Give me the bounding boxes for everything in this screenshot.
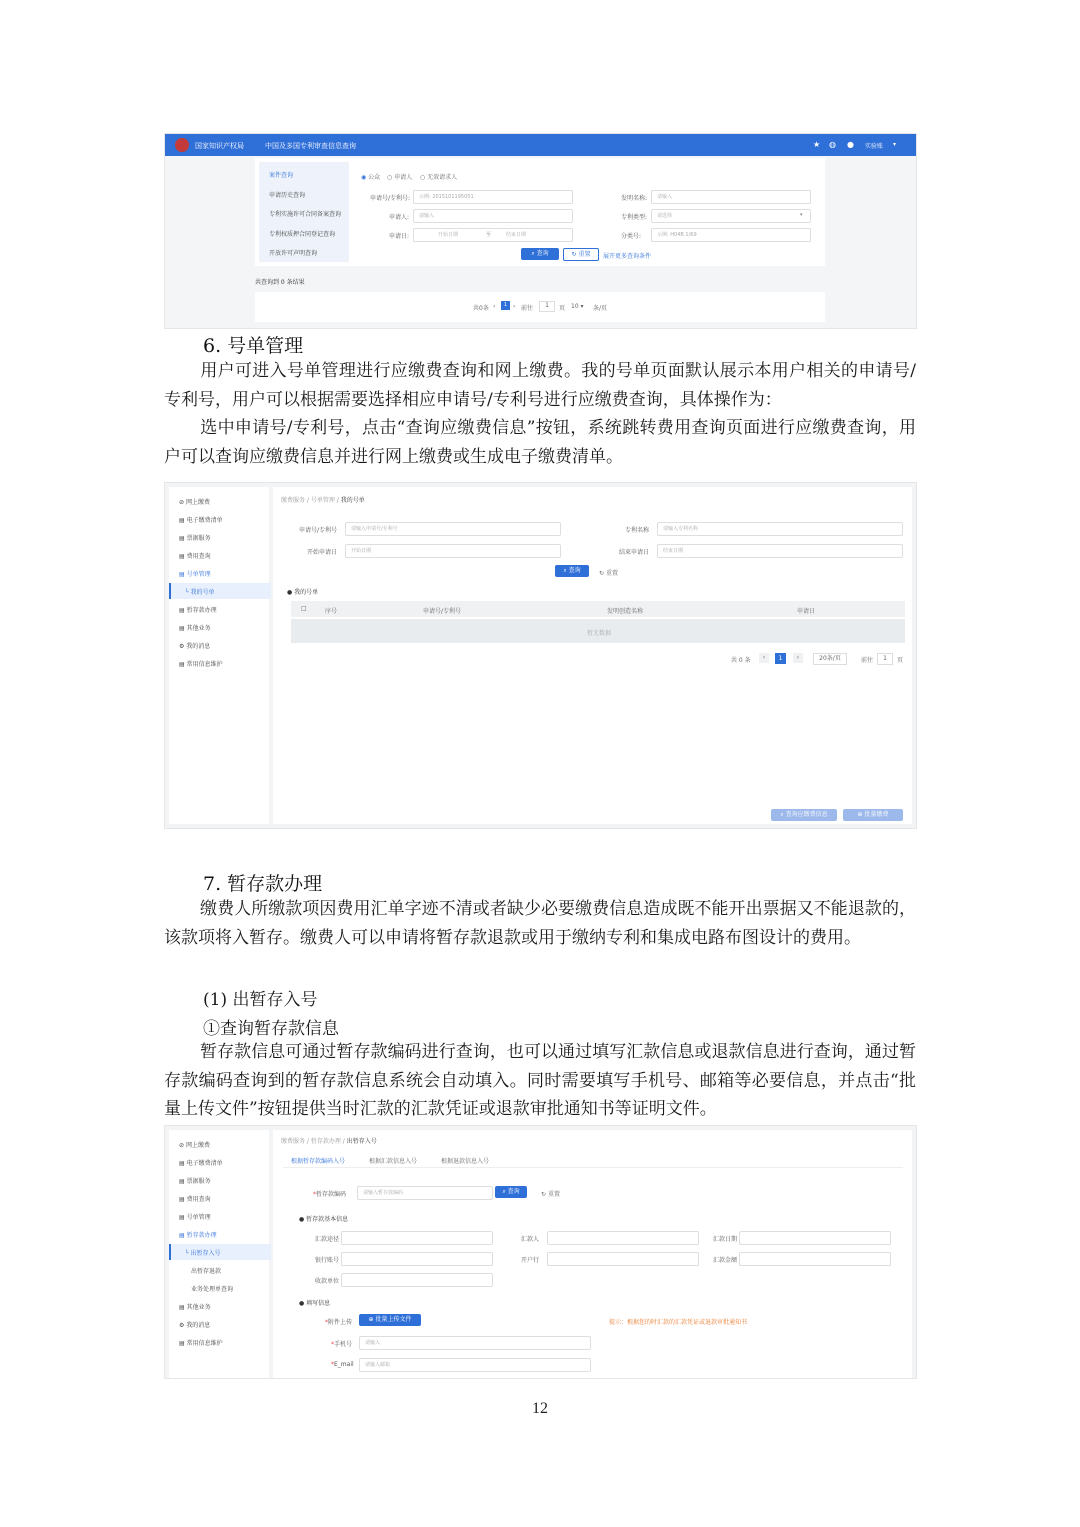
app-no-input[interactable]: 示例: 2015101195051 <box>413 190 573 204</box>
section-6-heading: 6. 号单管理 <box>203 335 304 357</box>
section-6-paragraph-1: 用户可进入号单管理进行应缴费查询和网上缴费。我的号单页面默认展示本用户相关的申请号/专利号，用户可以根据需要选择相应申请号/专利号进行应缴费查询，具体操作为： <box>164 361 916 410</box>
remitter-field <box>547 1231 699 1245</box>
select-all-checkbox[interactable]: □ <box>301 605 307 612</box>
query-fee-info-button[interactable]: ⌕ 查询应缴费信息 <box>771 809 837 821</box>
sidebar-item-common-info[interactable]: ▤ 常用信息维护 <box>179 661 223 668</box>
batch-pay-button[interactable]: ⊕ 批量缴费 <box>843 809 903 821</box>
column-header: 发明创造名称 <box>607 608 644 615</box>
deposit-entry-screenshot <box>164 1125 917 1379</box>
patent-query-screenshot <box>164 133 917 329</box>
top-header-bar <box>165 134 916 156</box>
fill-info-title: ● 填写信息 <box>299 1300 331 1307</box>
cnipa-logo-icon <box>175 138 189 152</box>
bank-account-label: 银行账号 <box>315 1257 340 1264</box>
classification-label: 分类号: <box>621 233 642 240</box>
deposit-code-input[interactable]: 请输入暂存款编码 <box>357 1186 493 1200</box>
sidebar-item-history[interactable]: 申请历史查询 <box>269 192 306 199</box>
pager-next[interactable]: › <box>793 653 803 663</box>
sidebar-item-fee-query[interactable]: ▤ 费用查询 <box>179 553 211 560</box>
bank-label: 开户行 <box>521 1257 540 1264</box>
results-card <box>255 292 825 322</box>
sidebar-item-invoice[interactable]: ▤ 票据服务 <box>179 1178 211 1185</box>
sidebar-item-deposit-entry[interactable]: └ 出暂存入号 <box>185 1250 221 1257</box>
end-date-label: 结束申请日 <box>619 549 650 556</box>
remitter-label: 汇款人 <box>521 1236 540 1243</box>
deposit-code-label: *暂存款编码 <box>313 1191 347 1198</box>
tab-by-remittance[interactable]: 根据汇款信息入号 <box>369 1158 418 1165</box>
user-icon[interactable]: ● <box>847 140 854 149</box>
reset-button[interactable]: ↻ 重置 <box>541 1191 560 1198</box>
invention-name-label: 专利名称 <box>625 527 650 534</box>
sidebar-item-my-number[interactable]: └ 我的号单 <box>185 589 215 596</box>
column-header: 申请号/专利号 <box>423 608 462 615</box>
phone-label: *手机号 <box>331 1341 353 1348</box>
invention-name-label: 发明名称: <box>621 195 648 202</box>
end-date-input[interactable]: 结束日期 <box>657 544 903 558</box>
sidebar-item-messages[interactable]: ⚙ 我的消息 <box>179 643 211 650</box>
basic-info-title: ● 暂存款基本信息 <box>299 1216 349 1223</box>
remit-channel-field <box>341 1231 493 1245</box>
remit-date-label: 汇款日期 <box>713 1236 738 1243</box>
patent-type-select[interactable]: 请选择 ▾ <box>651 209 811 223</box>
sidebar <box>169 1130 269 1379</box>
sidebar-item-license[interactable]: 专利实施许可合同备案查询 <box>269 211 342 218</box>
remit-channel-label: 汇款途径 <box>315 1236 340 1243</box>
sidebar-item-case-query[interactable]: 案件查询 <box>269 172 294 179</box>
sidebar-item-deposit[interactable]: ▤ 暂存款办理 <box>179 607 217 614</box>
chevron-down-icon[interactable]: ▾ <box>893 141 897 148</box>
tab-divider <box>283 1167 903 1168</box>
section-7-paragraph-2: 暂存款信息可通过暂存款编码进行查询，也可以通过填写汇款信息或退款信息进行查询，通过暂存款编码查询到的暂存款信息系统会自动填入。同时需要填写手机号、邮箱等必要信息，并点击“批量上传文件”按钮提供当时汇款的汇款凭证或退款审批通知书等证明文件。 <box>164 1042 916 1119</box>
sidebar-item-deposit-refund[interactable]: 出暂存退款 <box>191 1268 222 1275</box>
subheading-1: (1) 出暂存入号 <box>203 990 318 1010</box>
table-header <box>291 601 905 617</box>
upload-label: *附件上传 <box>325 1319 353 1326</box>
pager-goto: 前往 <box>521 305 534 312</box>
pager-goto-input[interactable]: 1 <box>539 301 555 312</box>
pager-prev[interactable]: ‹ <box>759 653 769 663</box>
sidebar <box>169 487 269 824</box>
email-label: *E_mail <box>331 1361 354 1368</box>
radio-public[interactable]: ◉ 公众 <box>361 174 381 181</box>
pager-current[interactable]: 1 <box>775 653 786 664</box>
sidebar-item-invoice[interactable]: ▤ 票据服务 <box>179 535 211 542</box>
start-date-label: 开始申请日 <box>307 549 338 556</box>
main-panel <box>273 1130 912 1379</box>
page-number: 12 <box>532 1400 548 1417</box>
main-panel <box>273 487 912 824</box>
pager-goto-input[interactable]: 1 <box>877 653 893 665</box>
pager-goto: 前往 <box>861 657 874 664</box>
star-icon[interactable]: ★ <box>813 140 821 149</box>
remit-amount-field <box>739 1252 891 1266</box>
search-button[interactable]: ⌕ 查询 <box>495 1186 527 1198</box>
app-no-label: 申请号/专利号 <box>299 527 338 534</box>
remit-date-field <box>739 1231 891 1245</box>
subheading-2: ①查询暂存款信息 <box>203 1019 339 1039</box>
applicant-label: 申请人: <box>389 214 410 221</box>
sidebar-item-number-mgmt[interactable]: ▤ 号单管理 <box>179 571 211 578</box>
sidebar-item-online-pay[interactable]: ⊘ 网上缴费 <box>179 499 210 506</box>
table-empty-row <box>291 619 905 643</box>
upload-tip: 提示：根据您的时汇款的汇款凭证或退款审批通知书 <box>609 1319 748 1326</box>
empty-text: 暂无数据 <box>587 630 612 637</box>
results-count: 共查询到 0 条结果 <box>255 279 305 286</box>
radio-invalid[interactable]: ○ 无效请求人 <box>420 174 458 181</box>
sidebar-item-fee-query[interactable]: ▤ 费用查询 <box>179 1196 211 1203</box>
reset-button[interactable]: ↻ 重置 <box>563 248 599 261</box>
sidebar-item-business-query[interactable]: 业务处理单查询 <box>191 1286 234 1293</box>
pager-next[interactable]: › <box>513 303 516 310</box>
tab-by-refund[interactable]: 根据退款信息入号 <box>441 1158 490 1165</box>
section-6-paragraph-2: 选中申请号/专利号，点击“查询应缴费信息”按钮，系统跳转费用查询页面进行应缴费查询，用户可以查询应缴费信息并进行网上缴费或生成电子缴费清单。 <box>164 418 916 467</box>
bank-account-field <box>341 1252 493 1266</box>
sidebar-item-other[interactable]: ▤ 其他业务 <box>179 1304 211 1311</box>
column-header: 序号 <box>325 608 338 615</box>
tab-by-code[interactable]: 根据暂存款编码入号 <box>291 1156 345 1168</box>
bank-field <box>547 1252 699 1266</box>
sidebar-item-online-pay[interactable]: ⊘ 网上缴费 <box>179 1142 210 1149</box>
sidebar-item-pledge[interactable]: 专利权质押合同登记查询 <box>269 231 336 238</box>
invention-name-input[interactable]: 请输入 <box>651 190 811 204</box>
email-input[interactable]: 请输入邮箱 <box>359 1358 591 1372</box>
apply-date-range[interactable]: 开始日期 至 结束日期 <box>413 228 573 242</box>
globe-icon[interactable]: ◍ <box>829 140 836 149</box>
start-date-input[interactable]: 开始日期 <box>345 544 561 558</box>
section-7-paragraph-1: 缴费人所缴款项因费用汇单字迹不清或者缺少必要缴费信息造成既不能开出票据又不能退款的，该款项将入暂存。缴费人可以申请将暂存款退款或用于缴纳专利和集成电路布图设计的费用。 <box>164 899 916 948</box>
logo-text: 国家知识产权局 <box>195 142 244 150</box>
pager-current[interactable]: 1 <box>501 301 510 310</box>
search-button[interactable]: ⌕ 查询 <box>555 565 589 577</box>
section-7-heading: 7. 暂存款办理 <box>203 873 323 895</box>
search-button[interactable]: ⌕ 查询 <box>521 248 559 260</box>
classification-input[interactable]: 示例: H04B 1/69 <box>651 228 811 242</box>
breadcrumb: 缴费服务 / 暂存款办理 / 出暂存入号 <box>281 1138 377 1145</box>
app-no-label: 申请号/专利号: <box>370 195 411 202</box>
phone-input[interactable]: 请输入 <box>359 1336 591 1350</box>
batch-upload-button[interactable]: ⊕ 批量上传文件 <box>359 1314 421 1326</box>
pager-page-unit: 页 <box>559 305 566 312</box>
apply-date-label: 申请日: <box>389 233 410 240</box>
sidebar-item-number-mgmt[interactable]: ▤ 号单管理 <box>179 1214 211 1221</box>
pager-page-unit: 页 <box>897 657 904 664</box>
pager-size[interactable]: 10 ▾ <box>571 303 584 310</box>
radio-applicant[interactable]: ○ 申请人 <box>387 174 413 181</box>
payee-label: 收款单位 <box>315 1278 340 1285</box>
payee-field <box>341 1273 493 1287</box>
breadcrumb: 缴费服务 / 号单管理 / 我的号单 <box>281 497 365 504</box>
more-conditions-link[interactable]: 展开更多查询条件 <box>603 253 652 260</box>
side-menu <box>259 162 349 262</box>
pager-total: 共 0 条 <box>731 657 751 664</box>
reset-button[interactable]: ↻ 重置 <box>599 570 618 577</box>
patent-type-label: 专利类型: <box>621 214 648 221</box>
sidebar-item-deposit[interactable]: ▤ 暂存款办理 <box>179 1232 217 1239</box>
user-label[interactable]: 实验账 <box>865 143 884 150</box>
pager-per-page: 条/页 <box>593 305 608 312</box>
app-no-input[interactable]: 请输入申请号/专利号 <box>345 522 561 536</box>
sidebar-item-other[interactable]: ▤ 其他业务 <box>179 625 211 632</box>
sidebar-item-e-list[interactable]: ▤ 电子缴费清单 <box>179 1160 223 1167</box>
sidebar-item-open-license[interactable]: 开放许可声明查询 <box>269 250 318 257</box>
my-number-list-screenshot <box>164 482 917 829</box>
pager-prev[interactable]: ‹ <box>493 303 496 310</box>
sidebar-item-e-list[interactable]: ▤ 电子缴费清单 <box>179 517 223 524</box>
sidebar-item-common-info[interactable]: ▤ 常用信息维护 <box>179 1340 223 1347</box>
app-title: 中国及多国专利审查信息查询 <box>265 142 356 150</box>
applicant-input[interactable]: 请输入 <box>413 209 573 223</box>
pager-size[interactable]: 20条/页 <box>813 653 847 665</box>
sidebar-item-messages[interactable]: ⚙ 我的消息 <box>179 1322 211 1329</box>
remit-amount-label: 汇款金额 <box>713 1257 738 1264</box>
pager-total: 共0条 <box>473 305 489 312</box>
column-header: 申请日 <box>797 608 816 615</box>
section-title: ● 我的号单 <box>287 589 319 596</box>
invention-name-input[interactable]: 请输入专利名称 <box>657 522 903 536</box>
